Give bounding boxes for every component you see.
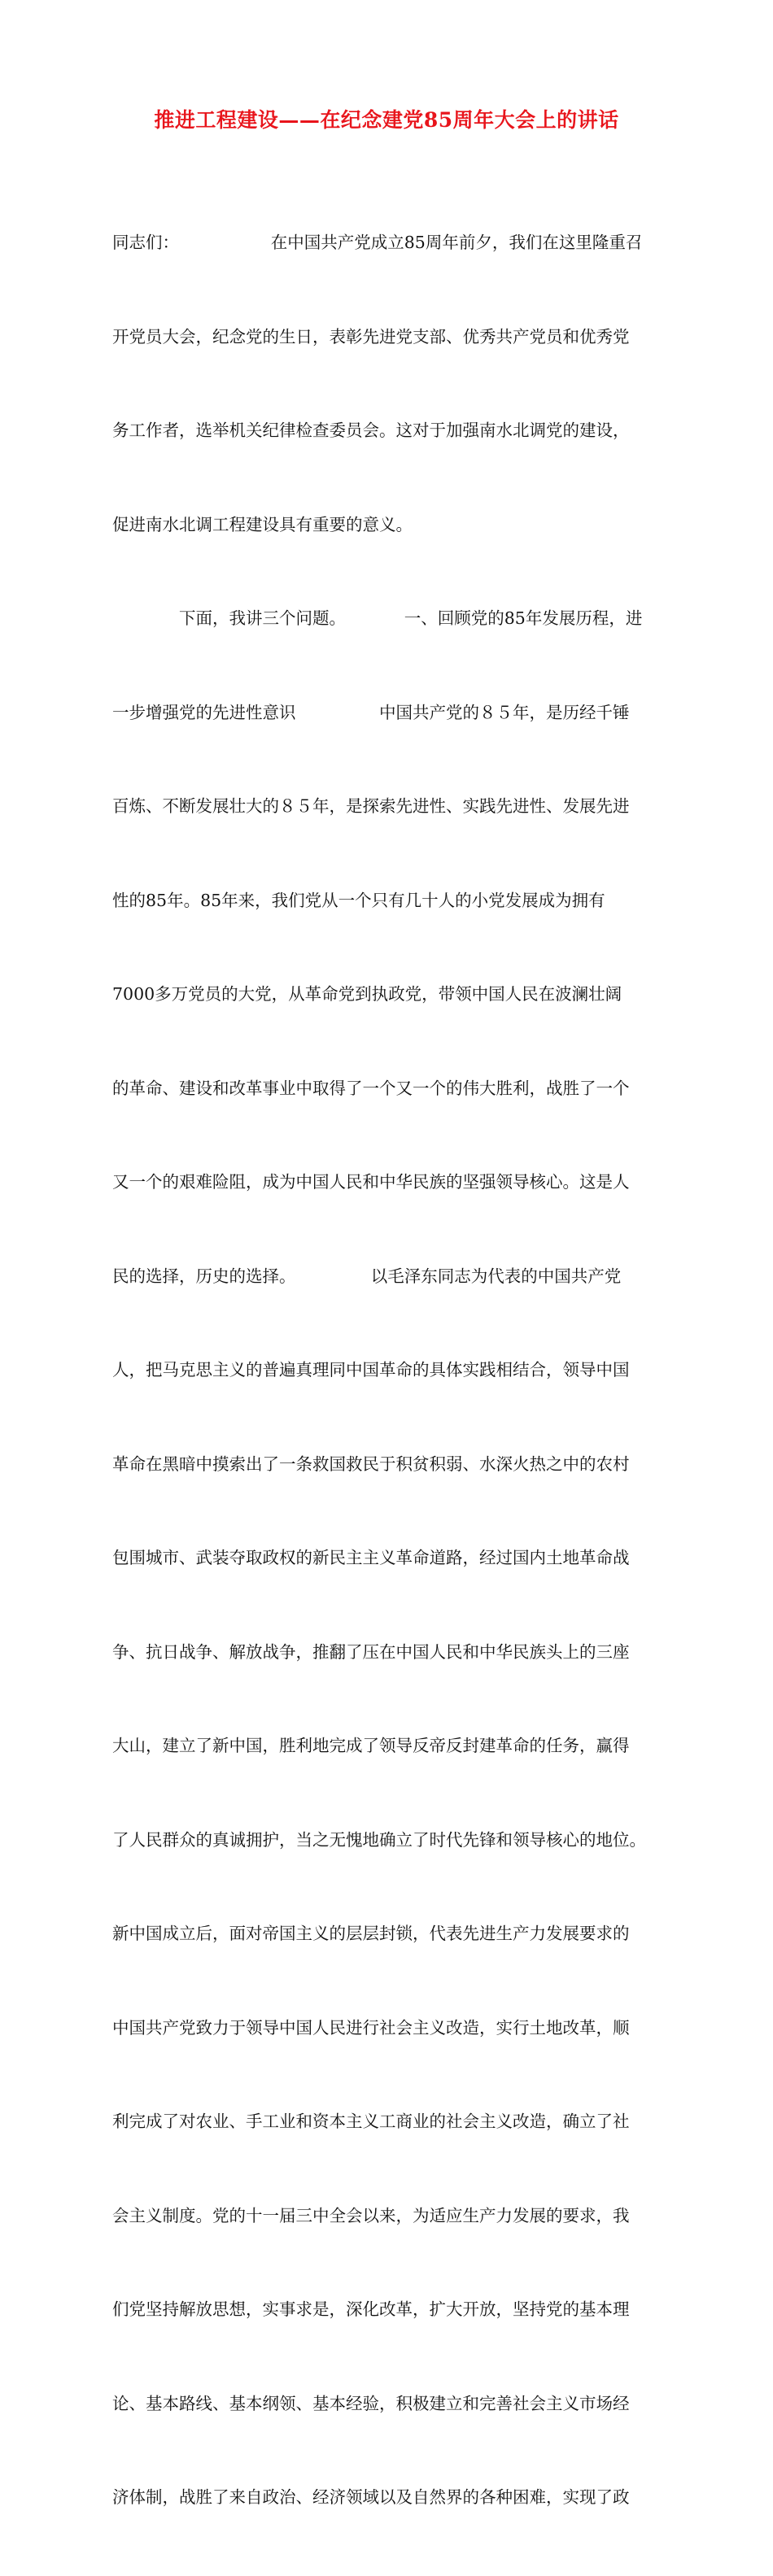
body-line: 一步增强党的先进性意识 中国共产党的８５年，是历经千锤 [112, 702, 630, 722]
body-line: 人，把马克思主义的普遍真理同中国革命的具体实践相结合，领导中国 [112, 1360, 630, 1380]
body-line: 争、抗日战争、解放战争，推翻了压在中国人民和中华民族头上的三座 [112, 1641, 630, 1662]
body-line: 务工作者，选举机关纪律检查委员会。这对于加强南水北调党的建设， [112, 421, 630, 440]
document-title: 推进工程建设——在纪念建党85周年大会上的讲话 [154, 108, 619, 132]
body-line: 民的选择，历史的选择。 以毛泽东同志为代表的中国共产党 [112, 1266, 622, 1286]
body-line: 了人民群众的真诚拥护，当之无愧地确立了时代先锋和领导核心的地位。 [112, 1829, 646, 1850]
body-line: 济体制，战胜了来自政治、经济领域以及自然界的各种困难，实现了政 [112, 2487, 630, 2507]
body-line: 7000多万党员的大党，从革命党到执政党，带领中国人民在波澜壮阔 [112, 984, 622, 1004]
body-line: 利完成了对农业、手工业和资本主义工商业的社会主义改造，确立了社 [112, 2112, 630, 2131]
body-line: 又一个的艰难险阻，成为中国人民和中华民族的坚强领导核心。这是人 [112, 1172, 630, 1192]
document-body [112, 164, 669, 2576]
body-line: 新中国成立后，面对帝国主义的层层封锁，代表先进生产力发展要求的 [112, 1924, 630, 1943]
body-line: 的革命、建设和改革事业中取得了一个又一个的伟大胜利，战胜了一个 [112, 1078, 630, 1098]
body-line: 开党员大会，纪念党的生日，表彰先进党支部、优秀共产党员和优秀党 [112, 326, 630, 347]
body-line: 革命在黑暗中摸索出了一条救国救民于积贫积弱、水深火热之中的农村 [112, 1454, 630, 1474]
body-line: 百炼、不断发展壮大的８５年，是探索先进性、实践先进性、发展先进 [112, 796, 630, 816]
body-line: 们党坚持解放思想，实事求是，深化改革，扩大开放，坚持党的基本理 [112, 2299, 630, 2319]
body-line: 大山，建立了新中国，胜利地完成了领导反帝反封建革命的任务，赢得 [112, 1736, 630, 1755]
body-line: 包围城市、武装夺取政权的新民主主义革命道路，经过国内土地革命战 [112, 1548, 630, 1567]
body-line: 同志们： 在中国共产党成立85周年前夕，我们在这里隆重召 [112, 233, 643, 252]
body-line: 性的85年。85年来，我们党从一个只有几十人的小党发展成为拥有 [112, 890, 605, 910]
body-line: 会主义制度。党的十一届三中全会以来，为适应生产力发展的要求，我 [112, 2205, 630, 2225]
body-line: 论、基本路线、基本纲领、基本经验，积极建立和完善社会主义市场经 [112, 2393, 630, 2413]
body-line: 下面，我讲三个问题。 一、回顾党的85年发展历程，进 [112, 608, 643, 628]
body-line: 促进南水北调工程建设具有重要的意义。 [112, 514, 413, 534]
body-line: 中国共产党致力于领导中国人民进行社会主义改造，实行土地改革，顺 [112, 2017, 630, 2038]
